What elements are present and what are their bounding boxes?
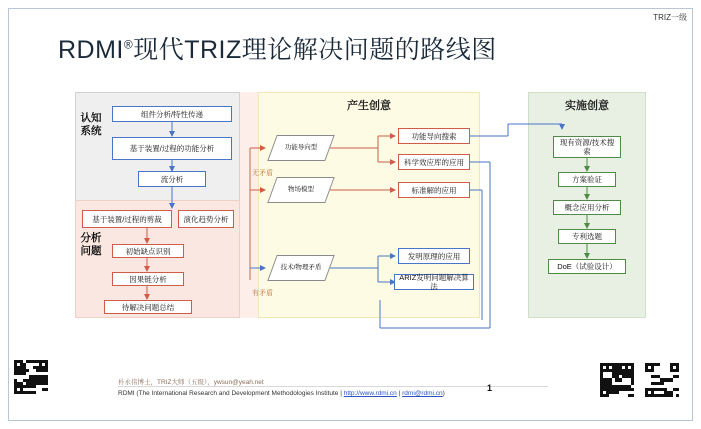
registered-mark: ® [123,37,134,52]
box-problem-summary[interactable]: 待解决问题总结 [104,300,192,314]
branch-substance-field[interactable] [272,177,330,203]
box-trimming[interactable]: 基于装置/过程的剪裁 [82,210,172,228]
box-doe[interactable]: DoE（试验设计） [548,259,626,274]
page-number: 1 [487,383,493,393]
footer-sep: | [396,390,403,397]
footer-link-email[interactable]: rdmi@rdmi.cn [402,390,443,397]
triz-level-label: TRIZ一级 [653,13,687,22]
qr-code-right-1 [600,363,634,397]
box-cause-effect-chain[interactable]: 因果链分析 [112,272,184,286]
box-standard-solutions[interactable]: 标准解的应用 [398,182,470,198]
footer-link-website[interactable]: http://www.rdmi.cn [343,390,397,397]
footer-institute-suffix: ) [442,390,445,397]
box-patent-topic[interactable]: 专利选题 [558,229,616,244]
title-prefix: RDMI [58,36,124,64]
footer-divider [118,386,548,387]
box-flow-analysis[interactable]: 流分析 [138,171,206,187]
box-evolution-trend-analysis[interactable]: 演化趋势分析 [178,210,234,228]
branch-label: 功能导向型 [284,144,318,151]
label-cognition-system: 认知系统 [80,112,102,137]
qr-code-right-2 [645,363,679,397]
note-no-contradiction: 无矛盾 [252,170,273,177]
box-component-analysis[interactable]: 组件分析/特性传递 [112,106,232,122]
panel-left-strip [240,92,260,318]
page-title [58,30,497,66]
branch-label: 物场模型 [288,186,314,193]
box-concept-application-analysis[interactable]: 概念应用分析 [553,200,621,215]
box-solution-verification[interactable]: 方案验证 [558,172,616,187]
box-function-oriented-search[interactable]: 功能导向搜索 [398,128,470,144]
footer-institute [118,390,445,397]
box-inventive-principles[interactable]: 发明原理的应用 [398,248,470,264]
label-analyze-problem: 分析问题 [80,232,102,257]
box-function-analysis[interactable]: 基于装置/过程的功能分析 [112,137,232,160]
box-resource-search[interactable]: 现有资源/技术搜索 [553,136,621,158]
branch-contradiction[interactable] [272,255,330,281]
header-idea-implementation: 实施创意 [565,100,609,112]
box-ariz[interactable]: ARIZ发明问题解决算法 [394,274,474,290]
box-scientific-effects[interactable]: 科学效应库的应用 [398,154,470,170]
box-initial-drawback[interactable]: 初始缺点识别 [112,244,184,258]
qr-code-left [14,360,48,394]
header-idea-generation: 产生创意 [347,100,391,112]
footer-author: 朴永伟博士，TRIZ大师（五级），ywsun@yeah.net [118,379,264,386]
branch-label: 技术/物理矛盾 [280,264,322,271]
branch-function-oriented[interactable] [272,135,330,161]
note-has-contradiction: 有矛盾 [252,290,273,297]
title-suffix: 现代TRIZ理论解决问题的路线图 [133,36,497,64]
footer-institute-prefix: RDMI (The International Research and Development Methodologies Institute | [118,390,344,397]
